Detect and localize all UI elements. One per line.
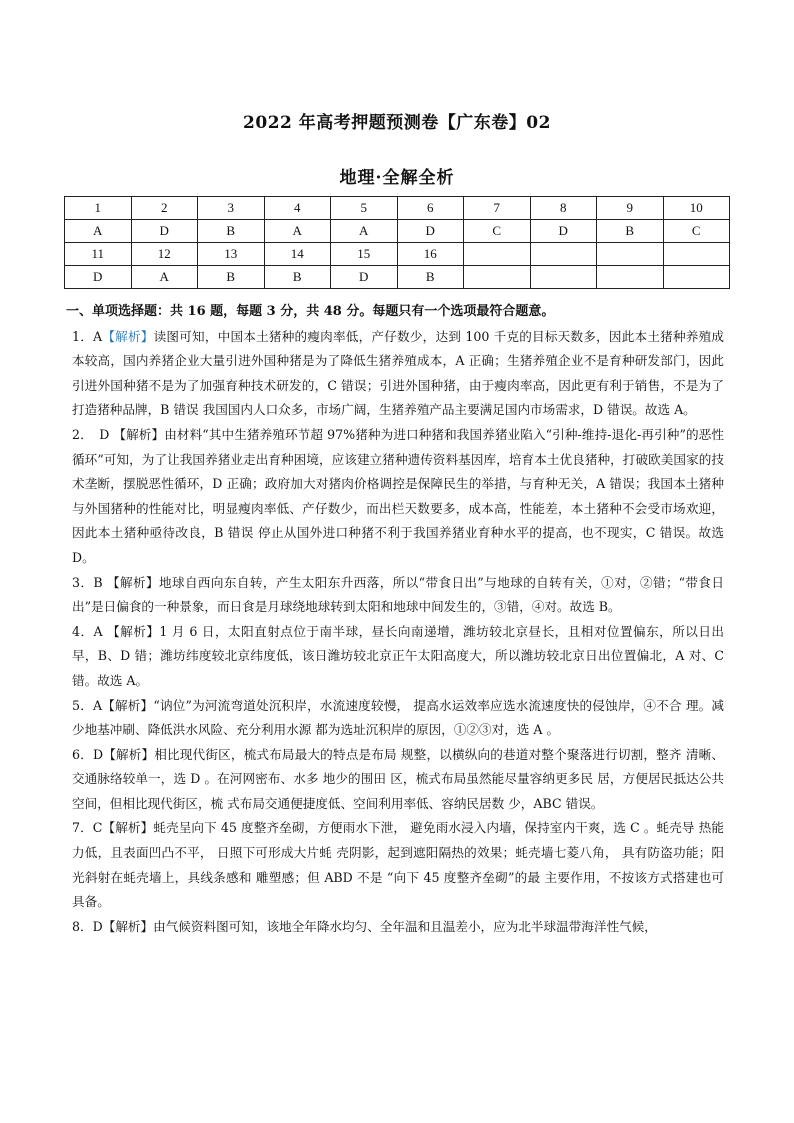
table-cell: 1 xyxy=(65,197,132,220)
table-cell: B xyxy=(397,266,464,289)
answer-number: 5．A xyxy=(72,697,103,713)
explanation-text: 相比现代街区，梳式布局最大的特点是布局 规整，以横纵向的巷道对整个聚落进行切割，整齐 清晰、交通脉络较单一，选 D 。在河网密布、水多 地少的围田 区，梳式布局虽然能尽量容纳更多民 居，方便居民抵达公共空间，但相比现代街区，梳 式布局交通便捷度低、空间利用率低、容纳民居数 少，ABC 错误。 xyxy=(72,746,724,811)
table-cell: B xyxy=(198,220,265,243)
document-body xyxy=(66,300,725,939)
answer-number: 6．D xyxy=(72,746,104,762)
analysis-tag: 【解析】 xyxy=(102,820,154,836)
table-row xyxy=(65,266,730,289)
answer-explanation-1 xyxy=(72,325,724,423)
explanation-text: 读图可知，中国本土猪种的瘦肉率低，产仔数少，达到 100 千克的目标天数多，因此本土猪种养殖成本较高，国内养猪企业大量引进外国种猪是为了降低生猪养殖成本，A 正确；生猪养殖企业不是育种研发部门，因此引进外国种猪不是为了加强育种技术研发的，C 错误；引进外国种猪，由于瘦肉率高，因此更有利于销售，不是为了打造猪种品牌，B 错误 我国国内人口众多，市场广阔，生猪养殖产品主要满足国内市场需求，D 错误。故选 A。 xyxy=(72,328,724,418)
table-cell xyxy=(464,266,531,289)
answer-number: 1．A xyxy=(72,328,103,344)
table-cell: 3 xyxy=(198,197,265,220)
table-cell: D xyxy=(331,266,398,289)
answer-explanation-6 xyxy=(72,743,724,817)
answer-number: 2． D xyxy=(72,426,114,442)
answer-explanation-3 xyxy=(72,571,724,620)
table-cell: 14 xyxy=(264,243,331,266)
table-cell: 11 xyxy=(65,243,132,266)
table-cell: 7 xyxy=(464,197,531,220)
answer-explanation-5 xyxy=(72,694,724,743)
analysis-tag: 【解析】 xyxy=(102,328,154,344)
explanation-text: 由材料“其中生猪养殖环节超 97%猪种为进口种猪和我国养猪业陷入“引种-维持-退化-再引种”的恶性循环”可知，为了让我国养猪业走出育种困境，应该建立猪种遗传资料基因库，培育本土优良猪种，打破欧美国家的技术垄断，摆脱恶性循环，D 正确；政府加大对猪肉价格调控是保障民生的举措，与育种无关，A 错误；我国本土猪种与外国猪种的性能对比，明显瘦肉率低、产仔数少，而出栏天数要多，成本高，性能差，本土猪种不会受市场欢迎，因此本土猪种亟待改良，B 错误 停止从国外进口种猪不利于我国养猪业育种水平的提高，也不现实，C 错误。故选 D。 xyxy=(72,426,724,565)
table-cell: A xyxy=(331,220,398,243)
table-cell: 4 xyxy=(264,197,331,220)
table-cell: 6 xyxy=(397,197,464,220)
answer-explanation-7 xyxy=(72,816,724,914)
explanation-text: 1 月 6 日，太阳直射点位于南半球，昼长向南递增，潍坊较北京昼长，且相对位置偏东，所以日出早，B、D 错；潍坊纬度较北京纬度低，该日潍坊较北京正午太阳高度大，所以潍坊较北京日出位置偏北，A 对、C 错。故选 A。 xyxy=(72,623,724,688)
table-cell xyxy=(530,243,597,266)
answer-number: 3．B xyxy=(72,574,108,590)
section-heading: 一、单项选择题：共 16 题，每题 3 分，共 48 分。每题只有一个选项最符合题意。 xyxy=(66,304,555,319)
analysis-tag: 【解析】 xyxy=(107,623,160,639)
table-cell: B xyxy=(597,220,664,243)
table-cell: 9 xyxy=(597,197,664,220)
table-cell: C xyxy=(663,220,730,243)
table-cell: D xyxy=(65,266,132,289)
table-cell: A xyxy=(65,220,132,243)
table-cell: B xyxy=(264,266,331,289)
table-cell xyxy=(663,243,730,266)
table-cell: 5 xyxy=(331,197,398,220)
answer-explanation-2 xyxy=(72,423,724,571)
table-cell: 2 xyxy=(131,197,198,220)
table-cell: 8 xyxy=(530,197,597,220)
analysis-tag: 【解析】 xyxy=(103,746,155,762)
table-cell: 10 xyxy=(663,197,730,220)
explanation-text: 由气候资料图可知，该地全年降水均匀、全年温和且温差小，应为北半球温带海洋性气候， xyxy=(153,918,657,934)
answer-explanation-8 xyxy=(72,915,724,940)
table-cell: 16 xyxy=(397,243,464,266)
answer-number: 7．C xyxy=(72,820,103,836)
answer-explanation-4 xyxy=(72,620,724,694)
table-cell: 12 xyxy=(131,243,198,266)
table-cell: 15 xyxy=(331,243,398,266)
table-cell: D xyxy=(530,220,597,243)
table-cell: A xyxy=(264,220,331,243)
table-cell xyxy=(597,266,664,289)
table-cell xyxy=(530,266,597,289)
table-cell xyxy=(464,243,531,266)
explanation-text: 地球自西向东自转，产生太阳东升西落，所以“带食日出”与地球的自转有关，①对，②错；“带食日出”是日偏食的一种景象，而日食是月球绕地球转到太阳和地球中间发生的，③错，④对。故选 B。 xyxy=(72,574,724,615)
table-row xyxy=(65,197,730,220)
table-cell xyxy=(663,266,730,289)
explanation-text: 蚝壳呈向下 45 度整齐垒砌，方便雨水下泄， 避免雨水浸入内墙，保持室内干爽，选 C 。蚝壳导 热能力低，且表面凹凸不平， 日照下可形成大片蚝 壳阴影，起到遮阳隔热的效果；蚝壳墙七菱八角， 具有防盗功能；阳光斜射在蚝壳墙上，具线条感和 雕塑感；但 ABD 不是 “向下 45 度整齐垒砌”的最 主要作用，不按该方式搭建也可具备。 xyxy=(72,820,725,910)
analysis-tag: 【解析】 xyxy=(102,918,154,934)
analysis-tag: 【解析】 xyxy=(113,426,165,442)
table-row xyxy=(65,220,730,243)
analysis-tag: 【解析】 xyxy=(102,697,154,713)
table-cell: C xyxy=(464,220,531,243)
page-subtitle: 地理·全解全析 xyxy=(339,168,455,188)
analysis-tag: 【解析】 xyxy=(107,574,159,590)
answer-number: 4．A xyxy=(72,623,108,639)
table-cell: B xyxy=(198,266,265,289)
table-cell: A xyxy=(131,266,198,289)
answer-number: 8．D xyxy=(72,918,103,934)
answer-table xyxy=(64,196,730,289)
page-title: 2022 年高考押题预测卷【广东卷】02 xyxy=(243,113,551,133)
table-row xyxy=(65,243,730,266)
table-cell: D xyxy=(131,220,198,243)
explanation-text: “讷位”为河流弯道处沉积岸，水流速度较慢， 提高水运效率应选水流速度快的侵蚀岸，④不合 理。减少地基冲刷、降低洪水风险、充分利用水源 都为选址沉积岸的原因，①②③对，选 A 。 xyxy=(72,697,725,738)
table-cell: D xyxy=(397,220,464,243)
table-cell: 13 xyxy=(198,243,265,266)
table-cell xyxy=(597,243,664,266)
